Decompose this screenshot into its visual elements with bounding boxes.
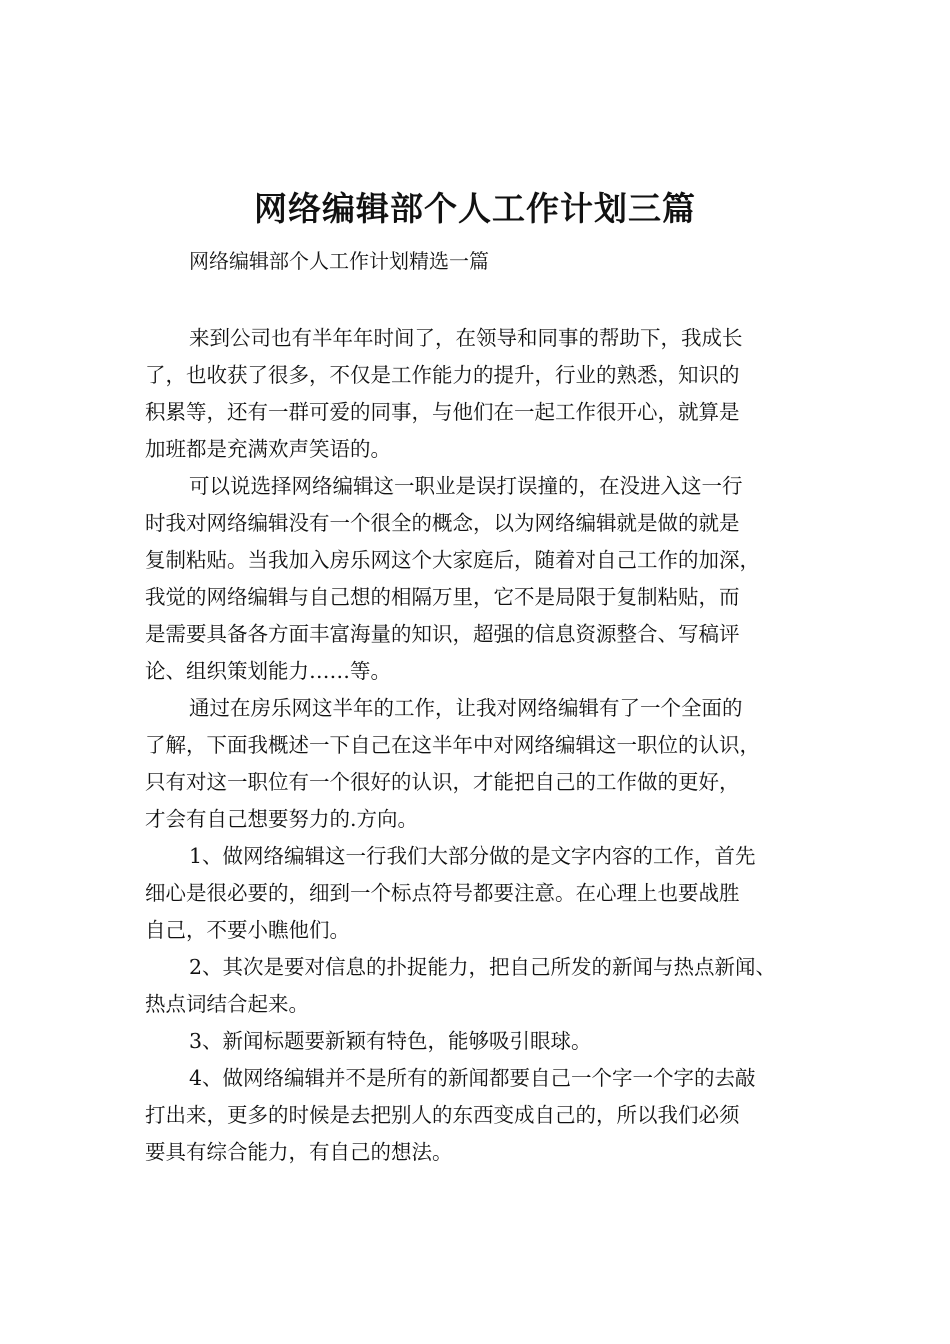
paragraph-line: 自己，不要小瞧他们。 [145, 918, 350, 942]
paragraph-line: 来到公司也有半年年时间了，在领导和同事的帮助下，我成长 [189, 326, 743, 350]
paragraph-line: 1、做网络编辑这一行我们大部分做的是文字内容的工作，首先 [189, 844, 756, 868]
paragraph-6 [145, 1023, 817, 1060]
document-subtitle: 网络编辑部个人工作计划精选一篇 [189, 249, 489, 273]
paragraph-line: 细心是很必要的，细到一个标点符号都要注意。在心理上也要战胜 [145, 881, 740, 905]
paragraph-3 [145, 690, 817, 838]
paragraph-line: 可以说选择网络编辑这一职业是误打误撞的，在没进入这一行 [189, 474, 743, 498]
paragraph-line: 只有对这一职位有一个很好的认识，才能把自己的工作做的更好， [145, 770, 740, 794]
paragraph-line: 4、做网络编辑并不是所有的新闻都要自己一个字一个字的去敲 [189, 1066, 756, 1090]
paragraph-line: 打出来，更多的时候是去把别人的东西变成自己的，所以我们必须 [145, 1103, 740, 1127]
paragraph-line: 是需要具备各方面丰富海量的知识，超强的信息资源整合、写稿评 [145, 622, 740, 646]
paragraph-line: 我觉的网络编辑与自己想的相隔万里，它不是局限于复制粘贴，而 [145, 585, 740, 609]
paragraph-4 [145, 838, 817, 949]
document-body [145, 320, 817, 1171]
document-title: 网络编辑部个人工作计划三篇 [254, 189, 696, 228]
paragraph-line: 才会有自己想要努力的.方向。 [145, 807, 419, 831]
paragraph-7 [145, 1060, 817, 1171]
paragraph-line: 要具有综合能力，有自己的想法。 [145, 1140, 453, 1164]
paragraph-line: 了，也收获了很多，不仅是工作能力的提升，行业的熟悉，知识的 [145, 363, 740, 387]
paragraph-line: 通过在房乐网这半年的工作，让我对网络编辑有了一个全面的 [189, 696, 743, 720]
paragraph-line: 热点词结合起来。 [145, 992, 309, 1016]
paragraph-line: 3、新闻标题要新颖有特色，能够吸引眼球。 [189, 1029, 592, 1053]
paragraph-2 [145, 468, 817, 690]
paragraph-line: 了解，下面我概述一下自己在这半年中对网络编辑这一职位的认识， [145, 733, 760, 757]
paragraph-1 [145, 320, 817, 468]
paragraph-5 [145, 949, 817, 1023]
paragraph-line: 时我对网络编辑没有一个很全的概念，以为网络编辑就是做的就是 [145, 511, 740, 535]
paragraph-line: 2、其次是要对信息的扑捉能力，把自己所发的新闻与热点新闻、 [189, 955, 777, 979]
paragraph-line: 论、组织策划能力……等。 [145, 659, 391, 683]
paragraph-line: 复制粘贴。当我加入房乐网这个大家庭后，随着对自己工作的加深， [145, 548, 760, 572]
paragraph-line: 积累等，还有一群可爱的同事，与他们在一起工作很开心，就算是 [145, 400, 740, 424]
paragraph-line: 加班都是充满欢声笑语的。 [145, 437, 391, 461]
